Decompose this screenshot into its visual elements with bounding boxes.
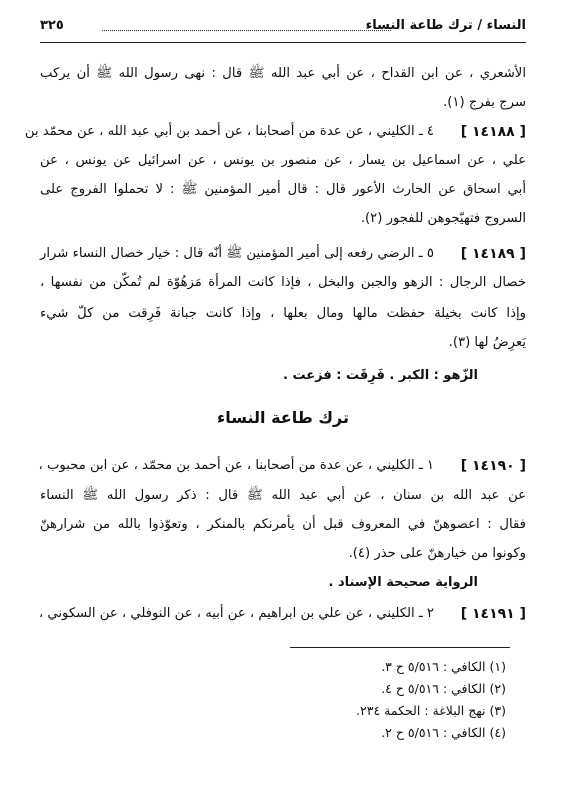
header-rule — [40, 42, 526, 43]
footnote: (٣) نهج البلاغة : الحكمة ٢٣٤. — [356, 703, 506, 718]
hadith-14190-first-line — [40, 455, 526, 477]
text-line: ٥ ـ الرضي رفعه إلى أمير المؤمنين ﷺ أنّه قال : خيار خصال النساء شرار — [40, 246, 434, 261]
section-title: ترك طاعة النساء — [217, 408, 349, 427]
page-number: ٣٢٥ — [40, 18, 64, 33]
text-line: عن عبد الله بن سنان ، عن أبي عبد الله ﷺ قال : ذكر رسول الله ﷺ النساء — [40, 488, 526, 503]
header-leader-dots — [102, 30, 391, 31]
text-line: وإذا كانت بخيلة حفظت مالها ومال بعلها ، وإذا كانت جبانة فَرِقت من كلّ شيء — [40, 306, 526, 321]
text-line: وكونوا من خيارهنّ على حذر (٤). — [348, 546, 526, 561]
footnote: (١) الكافي : ٥/٥١٦ ح ٣. — [381, 659, 506, 674]
hadith-14191-first-line — [40, 603, 526, 625]
text-line: الأشعري ، عن ابن القداح ، عن أبي عبد الله ﷺ قال : نهى رسول الله ﷺ أن يركب — [40, 66, 526, 81]
text-line: أبي اسحاق عن الحارث الأعور قال : قال أمير المؤمنين ﷺ : لا تحملوا الفروج على — [40, 182, 526, 197]
hadith-14188-first-line — [24, 121, 526, 143]
text-line: خصال الرجال : الزهو والجبن والبخل ، فإذا كانت المرأة مَزهُوّة لم تُمكّن من نفسها ، — [40, 275, 526, 290]
page-header — [40, 18, 526, 40]
text-line: يَعرِضُ لها (٣). — [448, 335, 526, 350]
text-line: علي ، عن اسماعيل بن يسار ، عن منصور بن يونس ، عن اسرائيل عن يونس ، عن — [40, 153, 526, 168]
text-line: ٢ ـ الكليني ، عن علي بن ابراهيم ، عن أبيه ، عن النوفلي ، عن السكوني ، — [38, 606, 434, 621]
footnote-rule — [290, 647, 510, 648]
hadith-14189-first-line — [40, 243, 526, 265]
hadith-number: [ ١٤١٩٠ ] — [460, 458, 526, 474]
text-line: فقال : اعصوهنّ في المعروف قبل أن يأمرنكم بالمنكر ، وتعوّذوا بالله من شرارهنّ — [40, 517, 526, 532]
chain-grading: الرواية صحيحة الإسناد . — [328, 575, 478, 590]
hadith-number: [ ١٤١٩١ ] — [460, 606, 526, 622]
text-line: ٤ ـ الكليني ، عن عدة من أصحابنا ، عن أحمد بن أبي عبد الله ، عن محمّد بن — [24, 124, 434, 139]
hadith-number: [ ١٤١٨٨ ] — [460, 124, 526, 140]
footnote: (٤) الكافي : ٥/٥١٦ ح ٢. — [381, 725, 506, 740]
text-line: سرج بفرج (١). — [443, 95, 526, 110]
text-line: ١ ـ الكليني ، عن عدة من أصحابنا ، عن أحمد بن محمّد ، عن ابن محبوب ، — [38, 458, 434, 473]
running-title: النساء / ترك طاعة النساء — [365, 18, 526, 33]
hadith-number: [ ١٤١٨٩ ] — [460, 246, 526, 262]
text-line: السروج فتهيّجوهن للفجور (٢). — [360, 211, 526, 226]
gloss-note: الزّهو : الكبر . فَرِقَت : فزعت . — [283, 368, 478, 383]
footnote: (٢) الكافي : ٥/٥١٦ ح ٤. — [381, 681, 506, 696]
